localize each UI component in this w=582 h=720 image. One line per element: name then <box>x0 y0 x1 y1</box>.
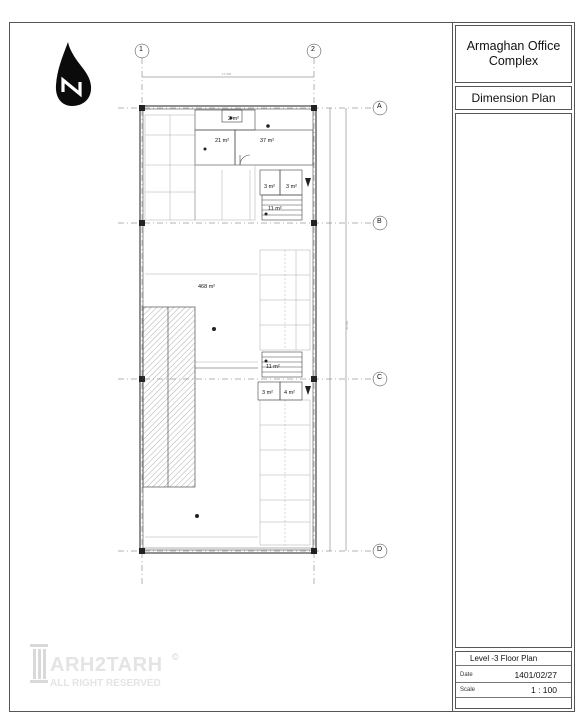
watermark-logo <box>28 640 188 696</box>
grid-column-label-1: 1 <box>139 46 143 53</box>
svg-text:45.600: 45.600 <box>345 320 349 330</box>
room-area-wc-right-bottom: 4 m² <box>284 390 295 396</box>
watermark-mark: © <box>172 652 179 662</box>
title-block-body <box>455 113 572 648</box>
scale-label: Scale <box>460 687 476 693</box>
project-title: Armaghan Office Complex <box>455 25 572 83</box>
room-area-office-b: 37 m² <box>260 138 275 144</box>
drawing-name-row <box>456 652 571 666</box>
room-area-office-a: 21 m² <box>215 138 230 144</box>
grid-row-label-d: D <box>377 546 383 553</box>
scale-row <box>456 684 571 698</box>
room-area-stair-top: 11 m² <box>268 206 282 212</box>
room-area-stair-bottom: 11 m² <box>266 364 280 370</box>
svg-text:17.600: 17.600 <box>222 72 232 76</box>
grid-column-label-2: 2 <box>311 46 315 53</box>
north-arrow-icon <box>56 42 91 106</box>
watermark-sub: ALL RIGHT RESERVED <box>50 678 161 689</box>
room-area-wc-left-top: 3 m² <box>264 184 275 190</box>
room-area-parking-hall: 468 m² <box>198 284 216 290</box>
grid-row-label-b: B <box>377 218 382 225</box>
room-area-wc-right-top: 3 m² <box>286 184 297 190</box>
grid-row-label-c: C <box>377 374 383 381</box>
drawing-name: Level -3 Floor Plan <box>470 654 538 663</box>
date-row <box>456 669 571 683</box>
watermark-text: ARH2TARH <box>50 654 163 676</box>
grid-row-label-a: A <box>377 103 382 110</box>
date-value: 1401/02/27 <box>514 670 557 680</box>
date-label: Date <box>460 672 473 678</box>
room-area-top-small: 2 m² <box>228 116 239 122</box>
room-area-wc-left-bottom: 3 m² <box>262 390 273 396</box>
sheet-name: Dimension Plan <box>455 86 572 110</box>
title-block-meta <box>455 651 572 709</box>
scale-value: 1 : 100 <box>531 685 557 695</box>
